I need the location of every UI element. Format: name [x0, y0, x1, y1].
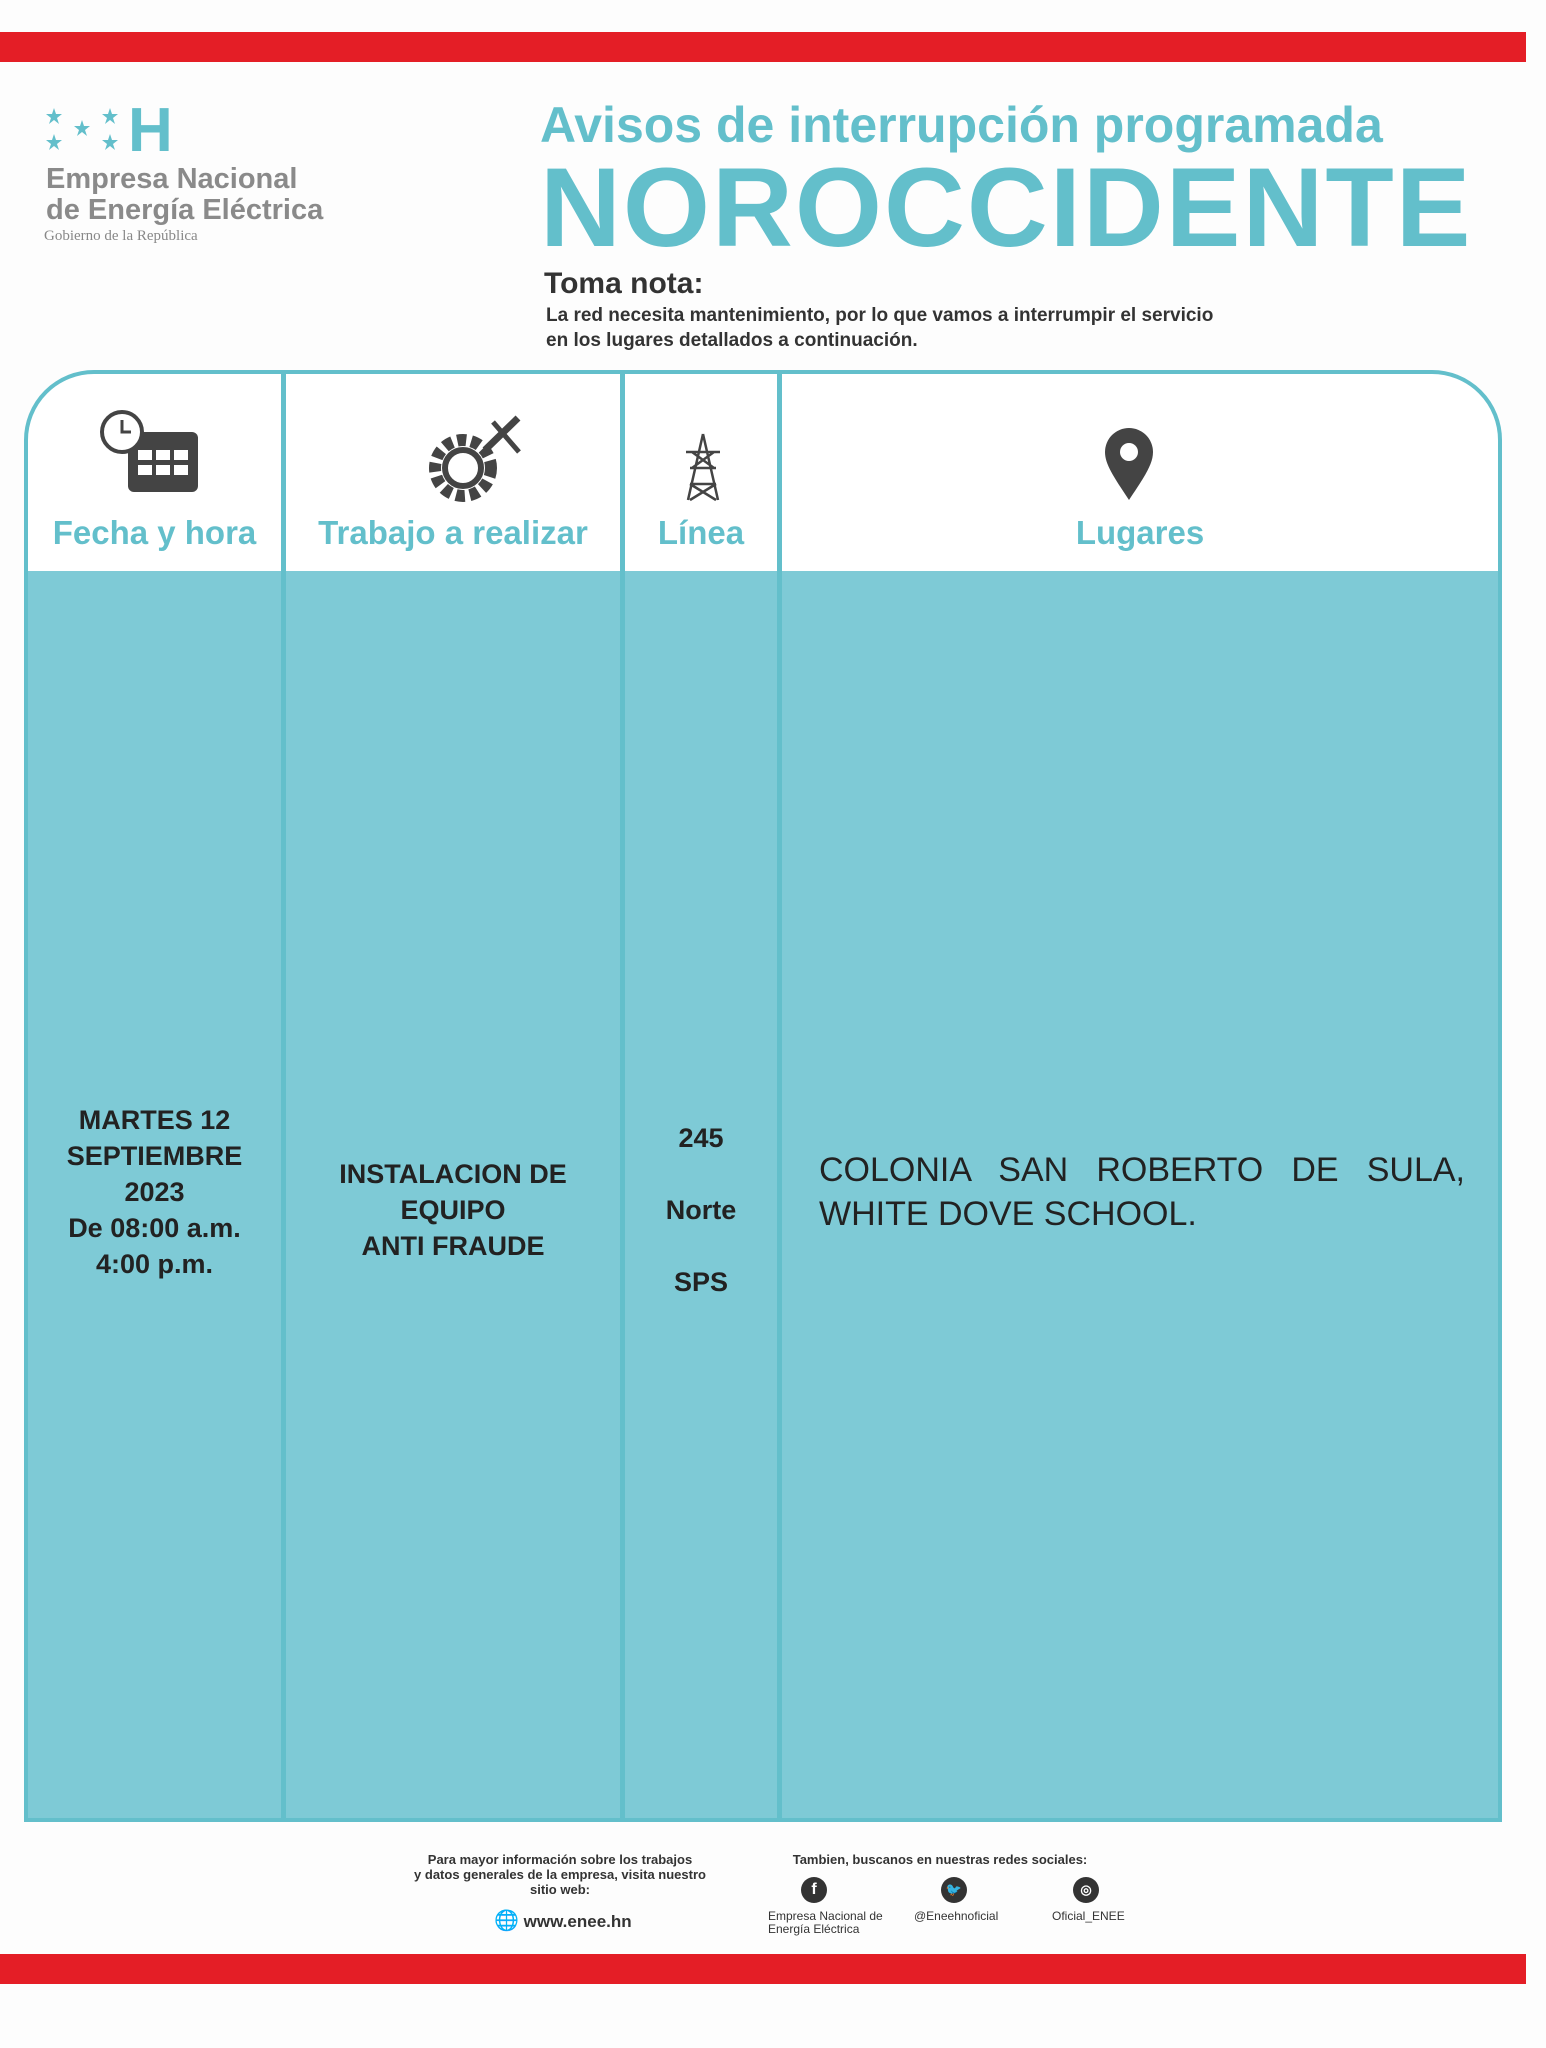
gear-tools-icon: [423, 410, 533, 510]
header-linea: Línea: [657, 514, 745, 551]
note-body: [546, 303, 1213, 353]
instagram-label[interactable]: Oficial_ENEE: [1052, 1909, 1125, 1923]
trabajo-line: ANTI FRAUDE: [361, 1231, 545, 1261]
linea-line: 245: [678, 1123, 724, 1153]
map-pin-icon: [1103, 428, 1155, 502]
stars-icon: [46, 106, 126, 166]
org-line-1: Empresa Nacional: [46, 163, 298, 195]
org-name: [46, 164, 323, 226]
cell-trabajo: [286, 1156, 620, 1264]
twitter-icon[interactable]: 🐦: [941, 1877, 967, 1903]
trabajo-line: INSTALACION DE EQUIPO: [339, 1159, 567, 1225]
note-title: Toma nota:: [544, 267, 704, 300]
social-title: Tambien, buscanos en nuestras redes sociales:: [792, 1852, 1088, 1867]
facebook-icon[interactable]: f: [801, 1877, 827, 1903]
header-fecha: Fecha y hora: [52, 514, 257, 551]
cell-fecha: [28, 1102, 281, 1282]
website-text[interactable]: www.enee.hn: [523, 1912, 632, 1931]
website-link[interactable]: [494, 1908, 632, 1933]
info-line: y datos generales de la empresa, visita nuestro: [414, 1867, 706, 1882]
org-line-2: de Energía Eléctrica: [46, 194, 324, 226]
region-title: NOROCCIDENTE: [540, 145, 1473, 270]
facebook-line: Energía Eléctrica: [768, 1922, 860, 1936]
instagram-icon[interactable]: ◎: [1073, 1877, 1099, 1903]
fecha-line: De 08:00 a.m.: [68, 1213, 241, 1243]
outage-table: [24, 370, 1502, 1822]
cell-lugares: COLONIA SAN ROBERTO DE SULA, WHITE DOVE SCHOOL.: [819, 1151, 1465, 1233]
column-divider: [620, 374, 625, 1818]
globe-icon: 🌐: [494, 1910, 519, 1932]
top-red-bar: [0, 32, 1526, 62]
gov-label: Gobierno de la República: [44, 228, 198, 244]
info-line: sitio web:: [530, 1882, 590, 1897]
linea-line: SPS: [673, 1267, 729, 1297]
fecha-line: MARTES 12: [78, 1105, 231, 1135]
cell-linea: [625, 1102, 777, 1318]
fecha-line: SEPTIEMBRE: [66, 1141, 243, 1171]
page-title: Avisos de interrupción programada: [540, 97, 1383, 153]
calendar-clock-icon: [98, 410, 208, 500]
column-divider: [777, 374, 782, 1818]
power-tower-icon: [678, 432, 728, 502]
note-line-2: en los lugares detallados a continuación.: [546, 330, 918, 351]
column-divider: [281, 374, 286, 1818]
note-line-1: La red necesita mantenimiento, por lo que vamos a interrumpir el servicio: [546, 305, 1214, 326]
facebook-label[interactable]: [768, 1910, 883, 1936]
fecha-line: 2023: [124, 1177, 185, 1207]
header-lugares: Lugares: [1075, 514, 1205, 551]
fecha-line: 4:00 p.m.: [95, 1249, 214, 1279]
footer-info: [360, 1852, 760, 1897]
twitter-label[interactable]: @Eneehnoficial: [914, 1909, 999, 1923]
linea-line: Norte: [665, 1195, 737, 1225]
info-line: Para mayor información sobre los trabajos: [427, 1852, 693, 1867]
facebook-line: Empresa Nacional de: [768, 1909, 883, 1923]
header-trabajo: Trabajo a realizar: [318, 514, 588, 551]
logo-letter: H: [128, 96, 173, 165]
bottom-red-bar: [0, 1954, 1526, 1984]
